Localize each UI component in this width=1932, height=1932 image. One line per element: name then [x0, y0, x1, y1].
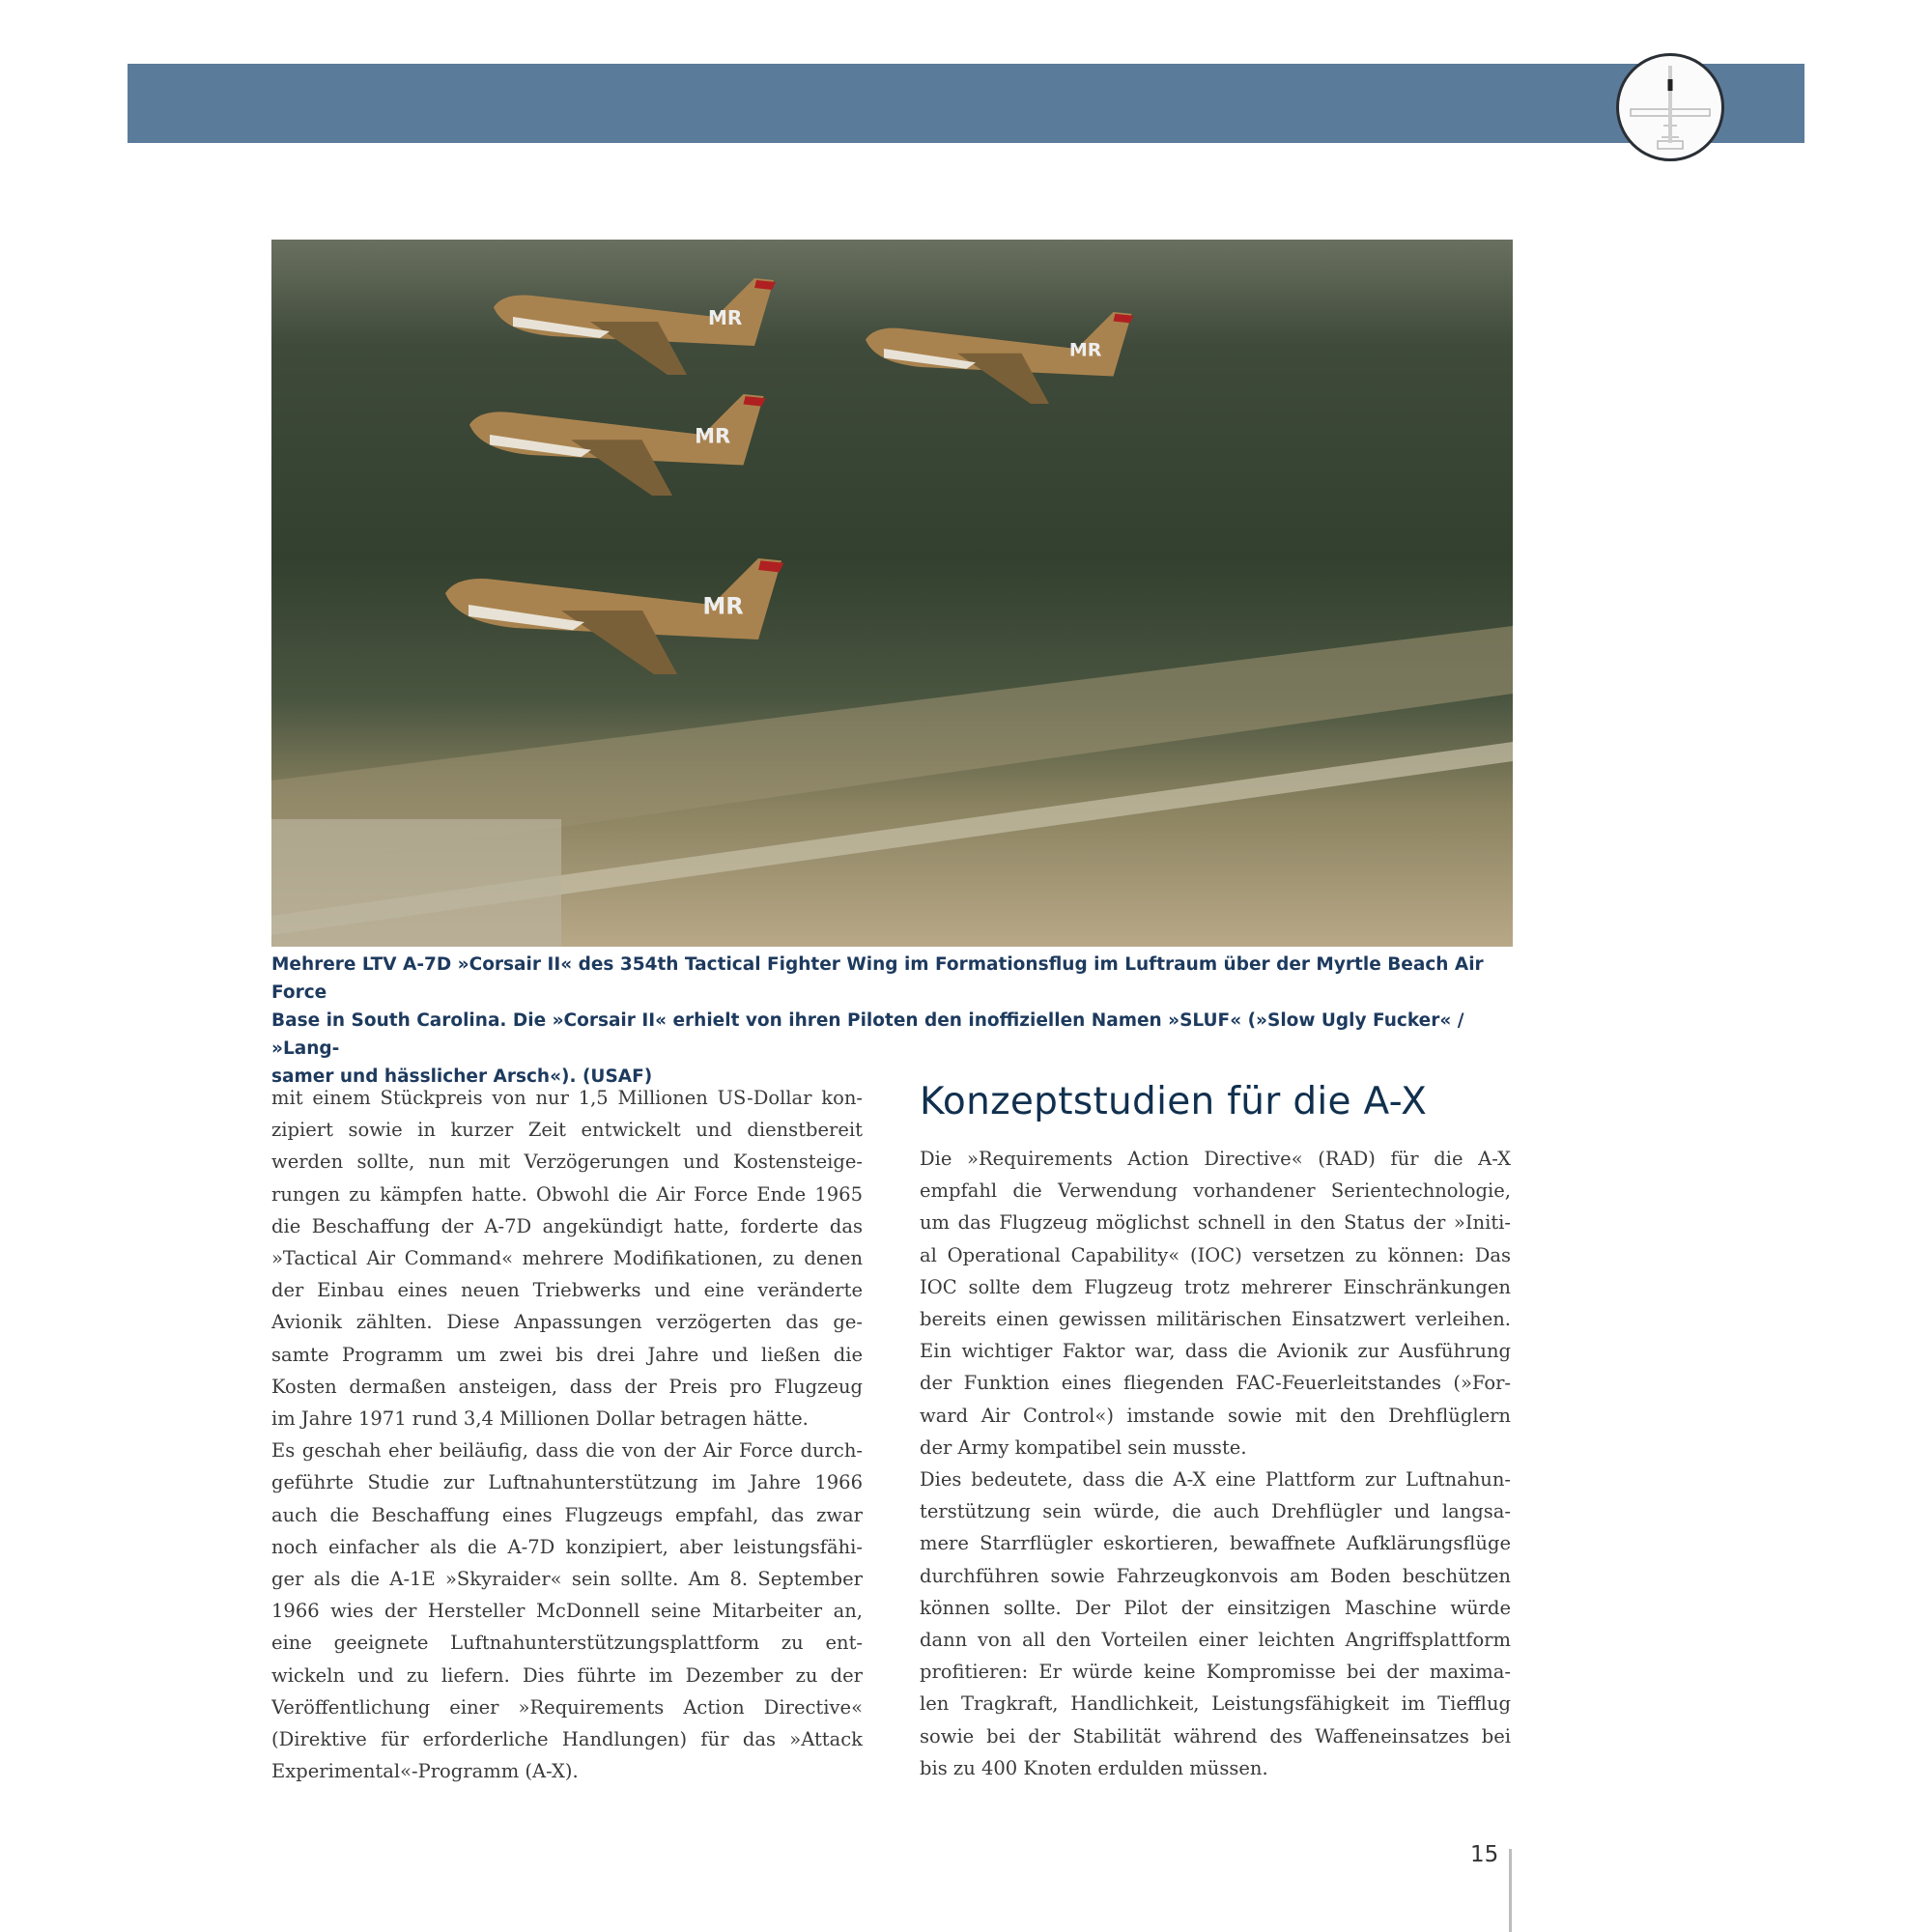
text-line: profitieren: Er würde keine Kompromisse bei der maxima-: [920, 1661, 1511, 1684]
text-line: der Einbau eines neuen Triebwerks und eine veränderte: [271, 1279, 863, 1302]
text-line: der Funktion eines fliegenden FAC-Feuerleitstandes (»For-: [920, 1372, 1511, 1395]
text-line: auch die Beschaffung eines Flugzeugs empfahl, das zwar: [271, 1503, 863, 1526]
page-margin-rule: [1509, 1849, 1512, 1932]
aircraft-2: [866, 312, 1133, 404]
text-line: sowie bei der Stabilität während des Waffeneinsatzes bei: [920, 1724, 1511, 1747]
text-line: Kosten dermaßen ansteigen, dass der Preis pro Flugzeug: [271, 1375, 863, 1398]
text-line: rungen zu kämpfen hatte. Obwohl die Air Force Ende 1965: [271, 1182, 863, 1206]
aircraft-1: [494, 278, 776, 375]
text-line: Base in South Carolina. Die »Corsair II« erhielt von ihren Piloten den inoffiziellen Namen »SLUF« (»Slow Ugly Fucker« / »Lang-: [271, 1010, 1464, 1059]
text-line: Dies bedeutete, dass die A-X eine Plattform zur Luftnahun-: [920, 1468, 1511, 1492]
text-line: im Jahre 1971 rund 3,4 Millionen Dollar betragen hätte.: [271, 1407, 809, 1431]
text-line: Experimental«-Programm (A-X).: [271, 1760, 579, 1783]
text-line: ger als die A-1E »Skyraider« sein sollte. Am 8. September: [271, 1568, 863, 1591]
svg-text:MR: MR: [702, 592, 744, 620]
text-line: werden sollte, nun mit Verzögerungen und Kostensteige-: [271, 1151, 863, 1174]
text-line: zipiert sowie in kurzer Zeit entwickelt und dienstbereit: [271, 1119, 863, 1142]
aircraft-4: [445, 558, 783, 674]
text-line: ward Air Control«) imstande sowie mit den Drehflüglern: [920, 1404, 1511, 1427]
aircraft-emblem-icon: [1616, 53, 1724, 161]
text-line: bis zu 400 Knoten erdulden müssen.: [920, 1756, 1268, 1779]
text-line: »Tactical Air Command« mehrere Modifikationen, zu denen: [271, 1247, 863, 1270]
text-line: 1966 wies der Hersteller McDonnell seine Mitarbeiter an,: [271, 1600, 863, 1623]
text-line: Mehrere LTV A-7D »Corsair II« des 354th Tactical Fighter Wing im Formationsflug im Luftraum über der Myrtle Beach Air Force: [271, 954, 1484, 1003]
text-line: Es geschah eher beiläufig, dass die von der Air Force durch-: [271, 1439, 863, 1463]
text-line: wickeln und zu liefern. Dies führte im Dezember zu der: [271, 1663, 863, 1687]
right-text-column: [920, 1143, 1511, 1784]
section-heading: Konzeptstudien für die A-X: [920, 1080, 1428, 1123]
text-line: Avionik zählten. Diese Anpassungen verzögerten das ge-: [271, 1311, 863, 1334]
page-number: 15: [1470, 1842, 1499, 1867]
text-line: um das Flugzeug möglichst schnell in den Status der »Initi-: [920, 1211, 1511, 1235]
text-line: mit einem Stückpreis von nur 1,5 Millionen US-Dollar kon-: [271, 1087, 863, 1109]
text-line: die Beschaffung der A-7D angekündigt hatte, forderte das: [271, 1214, 863, 1237]
photo-caption: [271, 951, 1513, 1091]
text-line: geführte Studie zur Luftnahunterstützung im Jahre 1966: [271, 1471, 863, 1494]
header-band: [128, 64, 1804, 143]
text-line: eine geeignete Luftnahunterstützungsplattform zu ent-: [271, 1632, 863, 1655]
text-line: bereits einen gewissen militärischen Einsatzwert verleihen.: [920, 1308, 1511, 1331]
text-line: durchführen sowie Fahrzeugkonvois am Boden beschützen: [920, 1564, 1511, 1587]
svg-text:MR: MR: [708, 306, 743, 329]
formation-flight-photo: [271, 240, 1513, 947]
aircraft-3: [469, 394, 766, 496]
text-line: dann von all den Vorteilen einer leichten Angriffsplattform: [920, 1629, 1511, 1652]
text-line: IOC sollte dem Flugzeug trotz mehrerer Einschränkungen: [920, 1275, 1511, 1298]
text-line: Ein wichtiger Faktor war, dass die Avionik zur Ausführung: [920, 1340, 1511, 1363]
text-line: der Army kompatibel sein musste.: [920, 1435, 1247, 1459]
text-line: können sollte. Der Pilot der einsitzigen Maschine würde: [920, 1596, 1511, 1619]
text-line: samer und hässlicher Arsch«). (USAF): [271, 1066, 653, 1087]
text-line: Veröffentlichung einer »Requirements Action Directive«: [271, 1695, 863, 1719]
text-line: samte Programm um zwei bis drei Jahre und ließen die: [271, 1343, 863, 1366]
text-line: (Direktive für erforderliche Handlungen) für das »Attack: [271, 1728, 863, 1751]
svg-text:MR: MR: [695, 424, 731, 448]
text-line: noch einfacher als die A-7D konzipiert, aber leistungsfähi-: [271, 1535, 863, 1558]
svg-text:MR: MR: [1068, 339, 1102, 361]
left-text-column: [271, 1082, 863, 1787]
text-line: Die »Requirements Action Directive« (RAD) für die A-X: [920, 1148, 1511, 1170]
text-line: al Operational Capability« (IOC) versetzen zu können: Das: [920, 1243, 1511, 1266]
text-line: len Tragkraft, Handlichkeit, Leistungsfähigkeit im Tiefflug: [920, 1692, 1511, 1716]
text-line: terstützung sein würde, die auch Drehflügler und langsa-: [920, 1500, 1511, 1523]
text-line: mere Starrflügler eskortieren, bewaffnete Aufklärungsflüge: [920, 1532, 1511, 1555]
text-line: empfahl die Verwendung vorhandener Serientechnologie,: [920, 1179, 1511, 1203]
